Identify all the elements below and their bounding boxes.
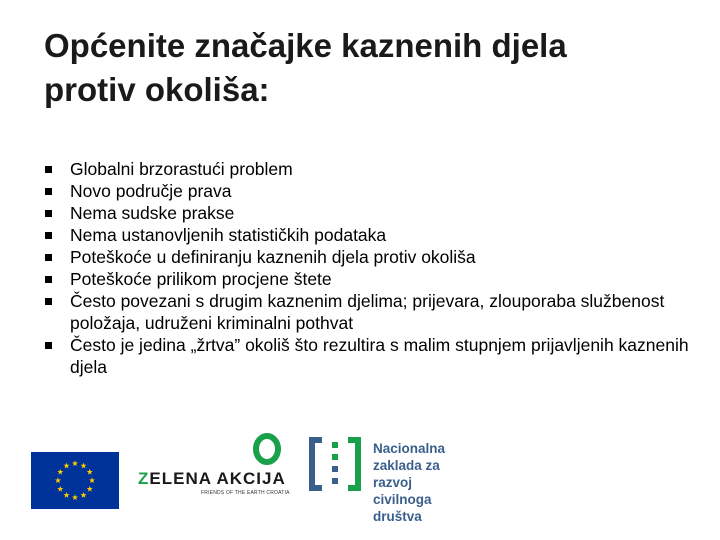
zelena-akcija-name: ZELENA AKCIJA <box>138 469 286 488</box>
square-bullet-icon <box>45 276 52 283</box>
square-bullet-icon <box>45 188 52 195</box>
slide-title <box>44 24 684 112</box>
bullet-text: Nema ustanovljenih statističkih podataka <box>70 225 387 245</box>
square-bullet-icon <box>45 342 52 349</box>
bullet-text: Često povezani s drugim kaznenim djelima; prijevara, zlouporaba službenost položaja, udruženi kriminalni pothvat <box>70 291 665 333</box>
bullet-item <box>44 246 694 268</box>
bullet-text: Globalni brzorastući problem <box>70 159 293 179</box>
leaf-ring-icon <box>256 436 278 462</box>
bullet-item <box>44 180 694 202</box>
title-line-2: protiv okoliša: <box>44 71 270 108</box>
square-bullet-icon <box>45 210 52 217</box>
title-line-1: Općenite značajke kaznenih djela <box>44 27 567 64</box>
nacionalna-zaklada-name: Nacionalna zaklada za razvoj civilnoga društva <box>373 441 446 524</box>
bullet-item <box>44 268 694 290</box>
bullet-text: Nema sudske prakse <box>70 203 235 223</box>
bullet-text: Poteškoće u definiranju kaznenih djela protiv okoliša <box>70 247 476 267</box>
bullet-item <box>44 334 694 378</box>
bullet-item <box>44 224 694 246</box>
bullet-text: Često je jedina „žrtva” okoliš što rezultira s malim stupnjem prijavljenih kaznenih djela <box>70 335 689 377</box>
bullet-item <box>44 158 694 180</box>
square-bullet-icon <box>45 232 52 239</box>
eu-flag-logo <box>31 452 119 509</box>
bullet-text: Poteškoće prilikom procjene štete <box>70 269 332 289</box>
bullet-text: Novo područje prava <box>70 181 232 201</box>
square-bullet-icon <box>45 166 52 173</box>
nacionalna-zaklada-mark-icon <box>306 434 364 494</box>
square-bullet-icon <box>45 254 52 261</box>
bullet-list <box>44 158 694 378</box>
zelena-akcija-tagline: FRIENDS OF THE EARTH CROATIA <box>201 490 290 496</box>
bullet-item <box>44 202 694 224</box>
bullet-item <box>44 290 694 334</box>
square-bullet-icon <box>45 298 52 305</box>
